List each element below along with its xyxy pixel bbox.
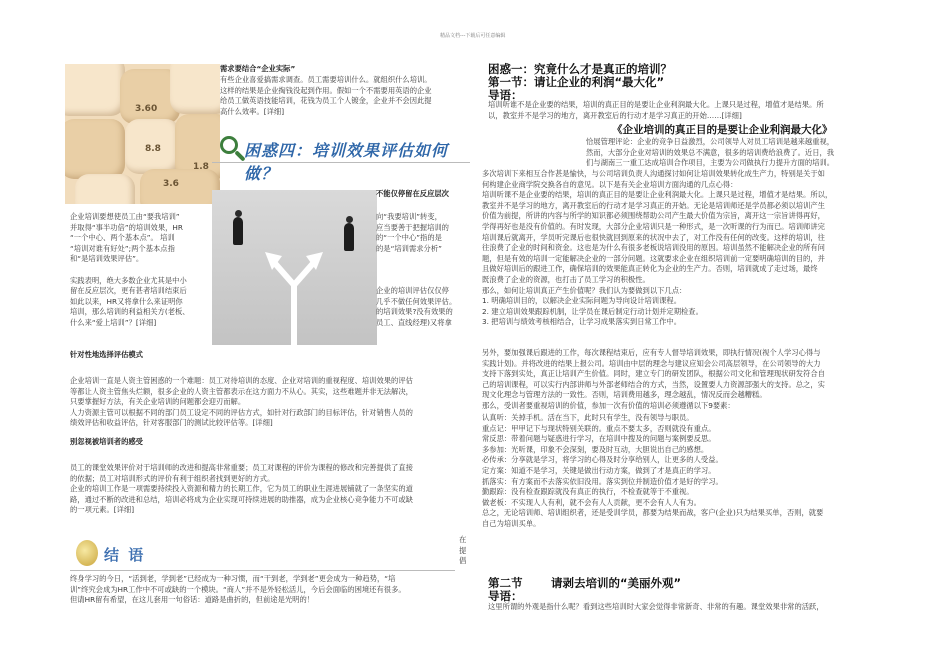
banner-title: 困惑四：培训效果评估如何做？ xyxy=(244,141,449,183)
section-label: 第二节 xyxy=(488,576,523,590)
list-item: 多参加：光听课，印象不会深刻，要及时互动，大胆说出自己的感想。 xyxy=(482,444,709,454)
section-text: 员工的课堂效果评价对于培训师的改进和提高非常重要；员工对课程的评价为课程的修改和完善提供了直接 的依据；员工对培训形式的评价有利于组织者找到更好的方式。 企业的培训工作是一项需要持续投入资源和精力的长期工作，它为员工的职业生涯进展铺就了一条坚实的道 路，通过不断的改进和总结，培训必将成为企业实现可持续进展的助推器，成为企业核心竞争能力不可或缺 的一项元素。[详细] xyxy=(70,463,413,515)
article-body: 多次培训下来相互合作甚是愉快，与公司培训负责人沟通探讨如何让培训效果转化成生产力，特别是关于如 何构建企业商学院交换各自的意见。以下是有关企业培训方面沟通的几点心得： 培训听课不是企业要的结果，培训的真正目的是要让企业利润最大化。上课只是过程，增值才是结果。所以， 教室并不是学习的地方，离开教室后的行动才是学习真正的开始。无论是培训师还是学员都必须以培训产生 价值为前提，所讲的内容与所学的知识都必须围绕帮助公司产生最大价值为宗旨，离开这一宗旨讲得再好， 学得再好也是没有价值的。有时发现，大部分企业培训只是一种形式，是一次听课的行为而已。培训师讲完 培训课后就离开，学员听完课后也很快就回到原来的状况中去了，对工作没有任何的改变。这样的培训，往 往浪费了企业的时间和资金。这也是为什么有很多老板说培训没用的原因。培训虽然不能解决企业的所有问 题，但是有效的培训一定能解决企业的一部分问题。这就要求企业在组织培训前一定要明确培训的目的，并 且做好培训后的跟进工作，确保培训的效果能真正转化为企业的生产力。否则，培训就成了走过场，最终 既浪费了企业的资源，也打击了员工学习的积极性。 那么，如何让培训真正产生价值呢？我们认为要做到以下几点： 1. 明确培训目的，以解决企业实际问题为导向设计培训课程。 2. 建立培训效果跟踪机制，让学员在课后制定行动计划并定期检查。 3. 把培训与绩效考核相结合，让学习成果落实到日常工作中。 xyxy=(482,169,833,327)
conclusion-title: 结 语 xyxy=(104,546,146,564)
article-title: 《企业培训的真正目的是要让企业利润最大化》 xyxy=(612,124,833,136)
intro-text: 这里所谓的外观是指什么呢？看到这些培训时大家会觉得非常新奇、非常的有趣。课堂效果非常的活跃， xyxy=(488,602,824,611)
section-title: 第一节：请让企业的利润“最大化” xyxy=(488,75,665,89)
puzzle-image xyxy=(65,64,220,204)
eval-heading: 不能仅停留在反应层次 xyxy=(376,189,449,198)
section-heading: 针对性地选择评估模式 xyxy=(70,350,143,359)
puzzle-number: 1.8 xyxy=(193,162,209,172)
list-item: 做老板：不实现人人有利，就不会有人人贡献，更不会有人人有为。 xyxy=(482,497,701,507)
list-item: 定方案：知道不是学习，关键是做出行动方案，做到了才是真正的学习。 xyxy=(482,465,716,475)
conclusion-text: 终身学习的今日，“活到老，学到老”已经成为一种习惯，而“干到老，学到老”更会成为一种趋势，“培 训”终究会成为HR工作中不可或缺的一个模块。“商人”并不是外轻松活儿，今后会面临的困境还有很多。 但请HR留有希望，在这儿套用一句俗话：道路是曲折的，但前途是光明的！ xyxy=(70,574,406,605)
list-item: 常反思：带着问题与疑惑进行学习，在培训中搜及的问题与案例要反思。 xyxy=(482,434,716,444)
need-heading: 需求要结合“企业实际” xyxy=(220,64,296,73)
question-title: 困惑一：究竟什么才是真正的培训？ xyxy=(488,62,672,76)
list-item: 重点记：甲甲记下与现状特别关联的。重点不要太多，否则就没有重点。 xyxy=(482,423,716,433)
banner-4 xyxy=(212,132,470,183)
list-item: 总之，无论培训师、培训组织者，还是受训学员，都要为结果而战，客户(企业)只为结果买单，否则，就要 xyxy=(482,508,824,518)
list-item: 必传承：分享就是学习，将学习的心得及时分享给别人，让更多的人受益。 xyxy=(482,455,723,465)
header-note: 精品文档---下载后可任意编辑 xyxy=(440,33,506,39)
need-text: 有些企业喜爱搞需求调查。员工需要培训什么。就组织什么培训。 这样的结果是企业掏钱没起到作用。假如一个不需要用英语的企业 给员工做英语技能培训，花钱为员工个人镀金，企业并不会因此提 高什么效率。[详细] xyxy=(220,75,432,116)
conclusion-banner xyxy=(70,534,455,571)
rules-intro: 另外，要加强课后跟进的工作，每次课程结束后，应有专人督导培训效果，即执行情况(视个人学习心得与 实践计划)。并将改进的结果上报公司。培训由中层的理念与建议应知会公司高层领导，在公司领导的大力 支持下落到实处，真正让培训产生价值。同时，建立专门的研发团队，根据公司文化和管理现状研发符合自 己的培训课程，可以实行内部讲师与外部老师结合的方式，当然，设置要人力资源部强大的支持。总之，实 现文化理念与管理方法的一致性。否则，培训费用越多，理念越乱，情况反而会越糟糕。 那么，受训者要重视培训的价值，参加一次有价值的培训必须遵循以下9要素： xyxy=(482,348,825,410)
eval-left-text: 企业培训要想使员工由“要我培训” 并取得“事半功倍”的培训效果，HR “一个中心、两个基本点”。 培训 “培训对谁有好处”;两个基本点指 和“是培训效果评估”。 实践表明，绝大多数企业尤其是中小 留在反应层次，更有甚者培训结束后 如此以来，HR又将拿什么来证明你 培训，那么培训的利益相关方(老板、 什么来“爱上培训”？[详细] xyxy=(70,212,190,327)
intro-text: 培训听谁不是企业要的结果，培训的真正目的是要让企业利润最大化。上课只是过程，增值才是结果。所 以，教室并不是学习的地方，离开教室后的行动才是学习真正的开始……[详细] xyxy=(488,100,824,120)
list-item: 勤跟踪：没有检查跟踪就没有真正的执行，不检查就等于不重视。 xyxy=(482,487,694,497)
puzzle-number: 3.6 xyxy=(163,179,179,189)
eval-right-bottom: 企业的培训评估仅仅停 几乎不做任何效果评估。 的培训效果?没有效果的 员工、直线经理)又将拿 xyxy=(376,286,457,327)
article-lead: 恰展管理评论：企业的竞争日益激烈，公司领导人对员工培训是越来越重视， 然而，大部分企业对培训的效果总不满意，很多的培训费给浪费了。近日，我 们与湖南三一重工达成培训合作项目，主要为公司做执行力提升方面的培训。 xyxy=(586,137,835,168)
section-heading: 别忽视被培训者的感受 xyxy=(70,437,143,446)
puzzle-number: 8.8 xyxy=(145,144,161,154)
section-text: 企业培训一直是人资主管困惑的一个难题：员工对待培训的态度、企业对培训的重视程度、培训效果的评估 等都让人资主管焦头烂额，很多企业的人资主管都表示在这方面力不从心。其实，这些难题并非无法解决， 只要掌握好方法，有关企业培训的问题都会迎刃而解。 人力资源主管可以根据不同的部门员工设定不同的评估方式，如针对行政部门的目标评估，针对销售人员的 绩效评估和收益评估，针对客服部门的测试比较评估等。[详细] xyxy=(70,376,413,428)
list-item: 抓落实：有方案而不去落实依旧没用。落实到位并制造价值才是好的学习。 xyxy=(482,476,723,486)
conclusion-side-text: 在 提 倡 xyxy=(459,535,467,566)
puzzle-number: 3.60 xyxy=(135,104,158,114)
list-item: 自己为培训买单。 xyxy=(482,518,541,528)
rules-list xyxy=(482,413,887,530)
list-item: 认真听：关掉手机。活在当下，此时只有学生，没有领导与职员。 xyxy=(482,413,694,422)
crossroad-image xyxy=(212,190,377,345)
section-title: 请剥去培训的“美丽外观” xyxy=(551,576,682,590)
intro-label: 导语： xyxy=(488,589,523,603)
conclusion-icon xyxy=(76,540,98,566)
eval-right-top: 向“我要培训”转变， 应当要善于把握培训的 的“一个中心”指的是 的是“培训需求分析” xyxy=(376,212,449,253)
intro-label: 导语： xyxy=(488,88,523,102)
